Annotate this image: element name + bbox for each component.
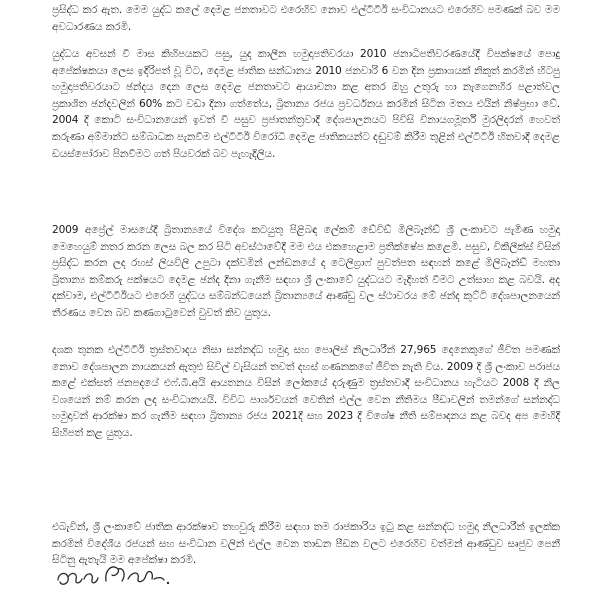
signature-stroke [58,573,82,584]
signature-stroke [154,578,164,580]
paragraph-intro-continuation: ප්‍රසිද්ධ කර ඇත. මෙම යුද්ධ කලේ දෙමළ ජනතාවට එරෙහිව නොව එල්ටීටීඊ සංවිධානයට එරෙහිව පමණක් බව මම අවධාරණය කරමි. [52,4,560,33]
signature-stroke [106,567,124,581]
signature-stroke [128,572,152,582]
signature-stroke [84,574,98,583]
handwritten-signature [54,553,174,593]
paragraph-election-2010: යුද්ධය අවසන් වී මාස කිහිපයකට පසු, යුද කාලීන හමුදාපතිවරයා 2010 ජනාධිපතිවරණයේදී විපක්ෂයේ පොදු අපේක්ෂකයා ලෙස ඉදිරිපත් වූ විට, දෙමළ ජාතික සන්ධානය 2010 ජනවාරි 6 වන දින ප්‍රකාශයක් නිකුත් කරමින් හිටපු හමුදාපතිවරයාට ඡන්දය දෙන ලෙස දෙමළ ජනතාවට ආයාචනා කළ අතර ඔහු උතුරු හා නැගෙනහිර පළාත්වල ප්‍රකාශිත ඡන්දවලින් 60% කට වඩා දිනා ගත්තේය, බ්‍රිතාන්‍ය රජය ප්‍රවර්ධනය කරමින් සිටින මතය එයින් නිෂ්ප්‍රභා වේ. 2004 දී කොටි සංවිධානයෙන් ඉවත් වී පසුව ප්‍රජාතන්ත්‍රවාදී දේශපාලනයට පිවිසි විනායගමූර්ති මුරලිදරන් හෙවත් කරුණා අම්මාන්ට සම්බාධක පැනවීම එල්ටීටීඊ විරෝධී දෙමළ ජාතිකයන්ට දඬුවම් කිරීම තුළින් එල්ටීටීඊ හිතවාදී දෙමළ ඩයස්පෝරාව පිනවීමට ගත් පියවරක් බව පැහැදිලිය. [52,48,560,160]
paragraph-conclusion: එබැවින්, ශ්‍රී ලංකාවේ ජාතික ආරක්ෂාව තහවුරු කිරීම සඳහා තම රාජකාරිය ඉටු කළ සන්නද්ධ හමුදා නිලධාරීන් ඉලක්ක කරමින් විදේශීය රජයන් සහ සංවිධාන වලින් එල්ල වෙන තාඩන පීඩන වලට එරෙහිව වත්මන් ආණ්ඩුව සෘජුව පෙනී සිටිනු ඇතැයි මම අපේක්ෂා කරමි. [52,521,560,567]
signature-dot [167,582,169,584]
paragraph-casualties: දශක තුනක එල්ටීටීඊ ත්‍රස්තවාදය නිසා සන්නද්ධ හමුදා සහ පොලිස් නිලධාරීන් 27,965 දෙනෙකුගේ ජීවිත පමණක් නොව දේශපාලන නායකයන් ඇතුළු සිවිල් වැසියන් තවත් දහස් ගණනකගේ ජීවිත නැති විය. 2009 දී ශ්‍රී ලංකාව පරාජය කළේ එක්සත් ජනපදයේ එෆ්.බී.අයි ආයතනය විසින් ලෝකයේ දරුණුම ත්‍රස්තවාදී සංවිධානය හැටියට 2008 දී නිල වශයෙන් නම් කරන ලද සංවිධානයයි. විවිධ පාර්ශවයන් වෙතින් එල්ල වෙන නීතිමය පීඩාවලින් තමන්ගේ සන්නද්ධ හමුදාවන් ආරක්ෂා කර ගැනීම සඳහා බ්‍රිතාන්‍ය රජය 2021දී සහ 2023 දී විශේෂ නීති සම්පාදනය කළ බවද අප මෙහිදී සිහිපත් කළ යුතුය. [52,344,560,439]
paragraph-miliband-2009: 2009 අප්‍රේල් මාසයේදී බ්‍රිතාන්‍යයේ විදේශ කටයුතු පිළිබඳ ලේකම් ඩේවිඩ් මිලිබෑන්ඩ් ශ්‍රී ලංකාවට පැමිණ හමුදා මෙහෙයුම් නතර කරන ලෙස බල කර සිටි අවස්ථාවේදී මම එය එකහෙළාම ප්‍රතික්ෂේප කළෙමි. පසුව, විකිලීක්ස් විසින් ප්‍රසිද්ධ කරන ලද රහස් ලියවිලි උපුටා දක්වමින් ලන්ඩනයේ ද ටෙලිග්‍රාෆ් පුවත්පත සඳහන් කළේ මිලිබෑන්ඩ් මහතා බ්‍රිතාන්‍ය කම්කරු පක්ෂයට දෙමළ ඡන්ද දිනා ගැනීම සඳහා ශ්‍රී ලංකාවේ යුද්ධයට මැදිහත් වීමට උත්සාහ කළ බවයි. අද දක්වාම, එල්ටීටීඊයට එරෙහි යුද්ධය සම්බන්ධයෙන් බ්‍රිතාන්‍යයේ ආණ්ඩු වල ස්ථාවරය මේ ඡන්ද කුට්ටි දේශපාලනයෙන් තීරණය වෙන බව කණගාටුවෙන් වුවත් කිව යුතුය. [52,224,560,319]
